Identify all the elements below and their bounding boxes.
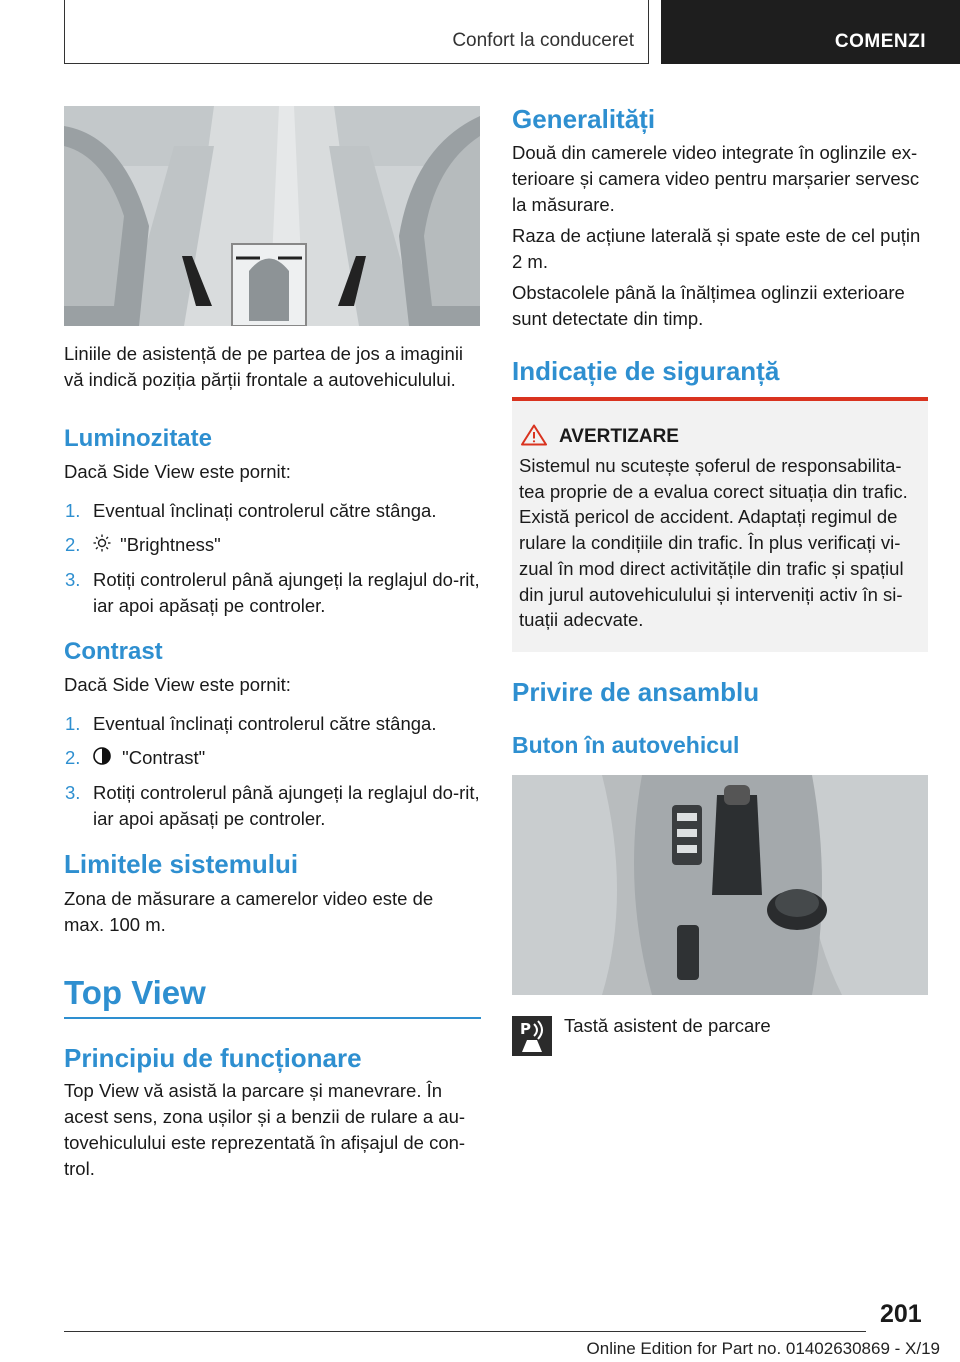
header-chapter-tab [661,0,960,64]
park-assist-icon [512,1016,552,1056]
warning-box [512,397,928,652]
list-item: 3. Rotiți controlerul până ajungeți la reglajul do-rit, iar apoi apăsați pe controler. [65,782,480,830]
header-section-tab [64,0,649,64]
footer-edition: Online Edition for Part no. 01402630869 - X/19 [586,1339,940,1358]
general-paragraph-1: Două din camerele video integrate în oglinzile ex-terioare și camera video pentru marșarier servesc la măsurare. [512,142,920,215]
principle-heading: Principiu de funcționare [64,1043,362,1073]
sun-icon [93,533,115,559]
brightness-steps [64,498,484,627]
list-item: 2. "Contrast" [64,745,484,772]
header-section-title: Confort la conduceret [452,30,634,51]
list-item: 2. "Brightness" [64,532,484,559]
top-view-title: Top View [64,974,206,1011]
general-heading: Generalități [512,104,656,134]
limits-text: Zona de măsurare a camerelor video este de max. 100 m. [64,888,434,935]
brightness-intro: Dacă Side View este pornit: [64,461,291,482]
overview-heading: Privire de ansamblu [512,677,760,707]
button-caption: Tastă asistent de parcare [564,1015,771,1036]
warning-title: AVERTIZARE [559,426,679,447]
contrast-heading: Contrast [64,638,163,665]
principle-text: Top View vă asistă la parcare și manevrare. În acest sens, zona ușilor și a benzii de rulare a au-tovehiculului este reprezentată în afișajul de con-trol. [64,1080,466,1179]
title-rule [64,1017,481,1019]
button-heading: Buton în autovehicul [512,732,740,758]
page-number: 201 [880,1300,922,1328]
limits-heading: Limitele sistemului [64,849,299,879]
side-view-illustration [64,106,480,326]
svg-text:P: P [520,1020,531,1038]
center-console-illustration [512,775,928,995]
safety-heading: Indicație de siguranță [512,356,780,386]
image-caption: Liniile de asistență de pe partea de jos a imaginii vă indică poziția părții frontale a autovehiculului. [64,343,464,390]
general-paragraph-3: Obstacolele până la înălțimea oglinzii exterioare sunt detectate din timp. [512,282,905,329]
contrast-intro: Dacă Side View este pornit: [64,674,291,695]
list-item: 1. Eventual înclinați controlerul către stânga. [65,713,437,734]
list-item: 3. Rotiți controlerul până ajungeți la reglajul do-rit, iar apoi apăsați pe controler. [65,569,480,617]
list-item: 1. Eventual înclinați controlerul către stânga. [65,500,437,521]
warning-text: Sistemul nu scutește șoferul de responsabilita-tea proprie de a evalua corect situația din trafic. Există pericol de accident. Adaptați regimul de rulare la condițiile din trafic. În plus verificați vi-zual în mod direct activitățile din trafic și spațiul din jurul autovehiculului și interveniți activ în si-tuații adecvate. [519,455,908,631]
footer-rule [64,1331,866,1332]
general-paragraph-2: Raza de acțiune laterală și spate este de cel puțin 2 m. [512,225,921,272]
contrast-icon [93,746,117,772]
warning-triangle-icon [521,424,547,446]
header-chapter-title: COMENZI [834,31,926,52]
contrast-steps [64,711,484,840]
brightness-heading: Luminozitate [64,425,212,452]
